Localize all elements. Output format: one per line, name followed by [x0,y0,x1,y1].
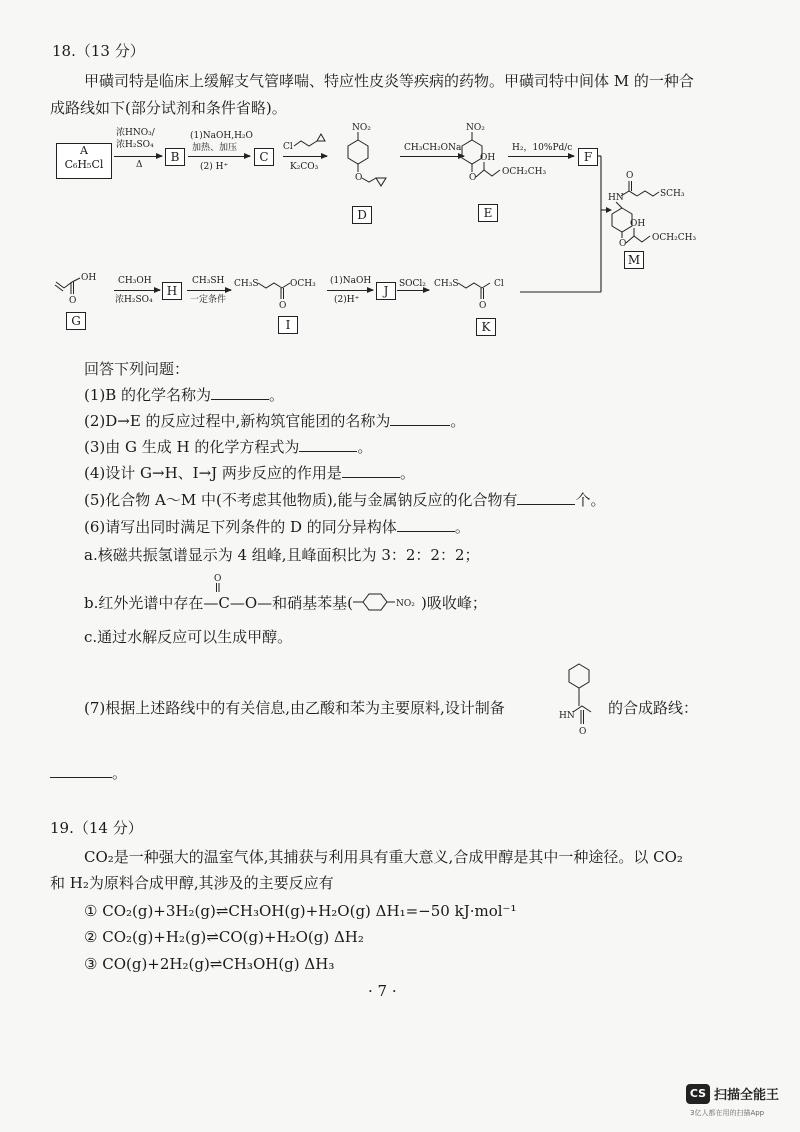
answer-blank-2[interactable] [390,413,450,426]
arrow-i-j [327,290,373,291]
condition-a: a.核磁共振氢谱显示为 4 组峰,且峰面积比为 3：2：2：2； [84,546,480,564]
e-no2: NO₂ [466,123,485,133]
reagent-cl-text: Cl [283,142,293,152]
question-7-tail: 的合成路线： [608,699,699,717]
condition-b-text2: 和硝基苯基( [272,594,354,612]
question-5-end: 个。 [575,491,606,509]
answer-blank-1[interactable] [211,387,269,400]
cond-hi-top: CH₃SH [192,276,225,286]
i-o: O [279,301,287,311]
i-och3: OCH₃ [290,279,316,289]
cond-de: CH₃CH₂ONa [404,143,462,153]
arrow-g-h [114,290,160,291]
page-number: · 7 · [368,982,397,1000]
g-oh: OH [81,273,97,283]
answer-blank-7[interactable] [50,765,112,778]
compound-g-label: G [66,312,86,330]
compound-a-formula: C₆H₅Cl [64,158,104,171]
reaction-3: ③ CO(g)+2H₂(g)⇌CH₃OH(g) ΔH₃ [84,955,335,973]
e-och2ch3: OCH₂CH₃ [502,167,547,177]
m-och2ch3: OCH₂CH₃ [652,233,697,243]
cond-jk: SOCl₂ [399,279,426,289]
k-ch3s: CH₃S [434,279,459,289]
question-2-text: (2)D→E 的反应过程中,新构筑官能团的名称为 [84,412,391,430]
d-no2: NO₂ [352,123,371,133]
connector-lines [0,0,800,320]
question-4-end: 。 [399,464,415,482]
q18-intro-line2: 成路线如下(部分试剂和条件省略)。 [50,99,287,117]
camscanner-logo: CS [686,1084,710,1104]
reaction-2: ② CO₂(g)+H₂(g)⇌CO(g)+H₂O(g) ΔH₂ [84,928,364,946]
condition-b [84,574,487,613]
question-3-text: (3)由 G 生成 H 的化学方程式为 [84,438,300,456]
ester-group-text: —C—O— [203,594,273,612]
questions-lead: 回答下列问题： [84,360,190,378]
compound-b-label: B [165,148,185,166]
k-cl: Cl [494,279,504,289]
cond-bc-top1: (1)NaOH,H₂O [190,131,253,141]
question-6-end: 。 [454,518,470,536]
m-o-carbonyl: O [626,171,634,181]
ester-carbonyl-o: O [214,574,222,584]
question-2 [84,410,465,431]
question-5-text: (5)化合物 A～M 中(不考虑其他物质),能与金属钠反应的化合物有 [84,491,518,509]
cond-bc-bottom: (2) H⁺ [200,162,229,172]
question-6-text: (6)请写出同时满足下列条件的 D 的同分异构体 [84,518,397,536]
question-4-text: (4)设计 G→H、I→J 两步反应的作用是 [84,464,342,482]
answer-blank-4[interactable] [342,465,400,478]
cond-ab-top1: 浓HNO₃/ [116,128,155,138]
cond-gh-top: CH₃OH [118,276,152,286]
app-name: 扫描全能王 [714,1088,780,1103]
carbonyl-o-mark [209,572,229,594]
compound-m-label: M [624,251,644,269]
compound-h-label: H [162,282,182,300]
reaction-1: ① CO₂(g)+3H₂(g)⇌CH₃OH(g)+H₂O(g) ΔH₁=−50 kJ·mol⁻¹ [84,902,517,920]
question-3-end: 。 [357,438,373,456]
question-1 [84,384,284,405]
condition-b-text1: b.红外光谱中存在 [84,594,204,612]
question-4 [84,462,415,483]
q18-intro-line1: 甲磺司特是临床上缓解支气管哮喘、特应性皮炎等疾病的药物。甲磺司特中间体 M 的一种合 [84,72,694,90]
question-2-end: 。 [450,412,466,430]
question-5 [84,489,605,510]
k-o: O [479,301,487,311]
acetanilide-structure [555,662,605,742]
question-1-text: (1)B 的化学名称为 [84,386,212,404]
cond-gh-bottom: 浓H₂SO₄ [115,295,153,305]
e-o: O [469,173,477,183]
cond-ab-top2: 浓H₂SO₄ [116,140,154,150]
answer-blank-5[interactable] [517,492,575,505]
m-oh: OH [630,219,646,229]
answer-blank-6[interactable] [397,519,455,532]
question-6 [84,516,470,537]
question-7-end: 。 [112,764,128,782]
cond-bc-top2: 加热、加压 [192,143,238,153]
acetanilide-hn: HN [559,711,575,721]
question-1-end: 。 [269,386,285,404]
compound-j-label: J [376,282,396,300]
arrow-j-k [397,290,429,291]
structure-g [50,270,110,310]
nitrophenyl-no2: NO₂ [396,599,415,609]
e-oh: OH [480,153,496,163]
i-ch3s: CH₃S [234,279,259,289]
app-tagline: 3亿人都在用的扫描App [690,1109,765,1117]
question-7-text: (7)根据上述路线中的有关信息,由乙酸和苯为主要原料,设计制备 [84,699,505,717]
cond-cd-bottom: K₂CO₃ [290,162,319,172]
compound-e-label: E [478,204,498,222]
condition-b-text3: )吸收峰； [421,594,487,612]
q19-intro-line1: CO₂是一种强大的温室气体,其捕获与利用具有重大意义,合成甲醇是其中一种途径。以 CO₂ [84,848,683,866]
compound-a-label: A [80,144,88,157]
structure-k [434,272,524,312]
cond-ab-bottom: Δ [136,160,143,170]
structure-m [608,168,728,258]
d-o: O [355,173,363,183]
m-o-ether: O [619,239,627,249]
compound-d-label: D [352,206,372,224]
q19-intro-line2: 和 H₂为原料合成甲醇,其涉及的主要反应有 [50,874,334,892]
acetanilide-o: O [579,727,587,737]
m-sch3: SCH₃ [660,189,685,199]
compound-c-label: C [254,148,274,166]
m-hn: HN [608,193,624,203]
cond-ef: H₂，10%Pd/c [512,143,573,153]
ester-group [203,574,273,612]
q18-header: 18.（13 分） [52,42,145,60]
g-o: O [69,296,77,306]
cond-ij-top: (1)NaOH [330,276,372,286]
cond-hi-bottom: 一定条件 [190,295,227,305]
compound-k-label: K [476,318,496,336]
arrow-h-i [187,290,231,291]
compound-f-label: F [578,148,598,166]
cond-ij-bottom: (2)H⁺ [334,295,360,305]
compound-i-label: I [278,316,298,334]
q19-header: 19.（14 分） [50,819,143,837]
question-3 [84,436,372,457]
nitrophenyl-group [353,593,421,611]
structure-i [234,272,344,312]
answer-blank-3[interactable] [299,439,357,452]
condition-c: c.通过水解反应可以生成甲醇。 [84,628,293,646]
question-7-answer [50,762,127,783]
